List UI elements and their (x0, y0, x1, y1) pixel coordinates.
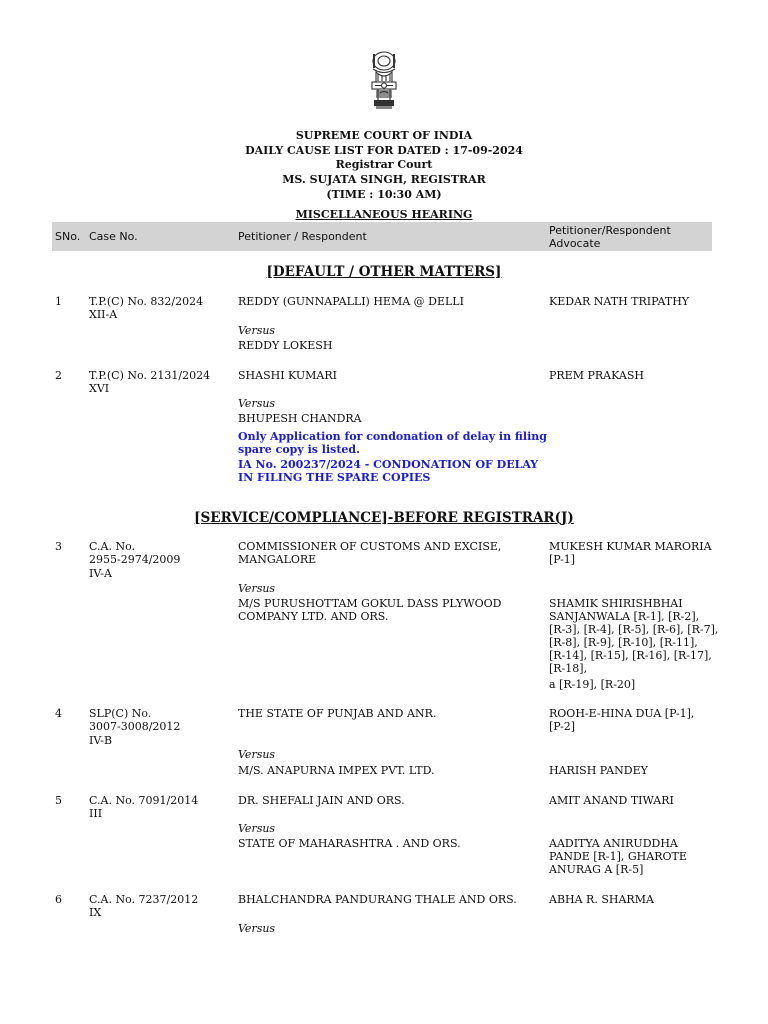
listing-note: Only Application for condonation of delay in filing (238, 430, 547, 443)
serial-number: 2 (55, 369, 62, 382)
petitioner-name: BHALCHANDRA PANDURANG THALE AND ORS. (238, 893, 517, 906)
case-number: T.P.(C) No. 2131/2024 (89, 369, 211, 382)
respondent-advocate: SANJANWALA [R-1], [R-2], (549, 610, 700, 623)
versus-label: Versus (238, 822, 276, 835)
petitioner-advocate: [P-1] (549, 553, 576, 566)
case-number: C.A. No. 7237/2012 (89, 893, 199, 906)
versus-label: Versus (238, 397, 276, 410)
section-heading: [DEFAULT / OTHER MATTERS] (266, 264, 502, 280)
respondent-name: COMPANY LTD. AND ORS. (238, 610, 389, 623)
case-item-number: IX (89, 906, 102, 919)
ia-note: IA No. 200237/2024 - CONDONATION OF DELAY (238, 458, 539, 471)
respondent-name: REDDY LOKESH (238, 339, 333, 352)
state-emblem-icon (364, 50, 404, 122)
petitioner-name: REDDY (GUNNAPALLI) HEMA @ DELLI (238, 295, 464, 308)
column-advocate-line2: Advocate (549, 237, 601, 250)
petitioner-advocate: KEDAR NATH TRIPATHY (549, 295, 690, 308)
respondent-advocate: [R-14], [R-15], [R-16], [R-17], (549, 649, 712, 662)
case-number: SLP(C) No. (89, 707, 152, 720)
listing-note: spare copy is listed. (238, 443, 360, 456)
petitioner-advocate: MUKESH KUMAR MARORIA (549, 540, 712, 553)
respondent-advocate: [R-3], [R-4], [R-5], [R-6], [R-7], (549, 623, 719, 636)
case-number: 3007-3008/2012 (89, 720, 181, 733)
column-case-no: Case No. (89, 230, 138, 243)
hearing-type: MISCELLANEOUS HEARING (295, 208, 473, 221)
petitioner-name: THE STATE OF PUNJAB AND ANR. (238, 707, 437, 720)
column-sno: SNo. (55, 230, 81, 243)
ia-note: IN FILING THE SPARE COPIES (238, 471, 431, 484)
case-number: T.P.(C) No. 832/2024 (89, 295, 204, 308)
versus-label: Versus (238, 324, 276, 337)
petitioner-name: COMMISSIONER OF CUSTOMS AND EXCISE, (238, 540, 502, 553)
respondent-name: M/S. ANAPURNA IMPEX PVT. LTD. (238, 764, 435, 777)
case-item-number: IV-B (89, 734, 113, 747)
petitioner-advocate: PREM PRAKASH (549, 369, 644, 382)
respondent-advocate: AADITYA ANIRUDDHA (549, 837, 678, 850)
petitioner-name: MANGALORE (238, 553, 317, 566)
case-item-number: IV-A (89, 567, 112, 580)
petitioner-advocate: AMIT ANAND TIWARI (549, 794, 674, 807)
respondent-advocate: SHAMIK SHIRISHBHAI (549, 597, 683, 610)
table-header (52, 222, 712, 251)
respondent-advocate: [R-8], [R-9], [R-10], [R-11], (549, 636, 698, 649)
case-number: C.A. No. (89, 540, 136, 553)
respondent-name: BHUPESH CHANDRA (238, 412, 362, 425)
petitioner-advocate: [P-2] (549, 720, 576, 733)
serial-number: 4 (55, 707, 62, 720)
respondent-advocate: a [R-19], [R-20] (549, 678, 636, 691)
case-number: 2955-2974/2009 (89, 553, 181, 566)
case-item-number: III (89, 807, 103, 820)
petitioner-advocate: ABHA R. SHARMA (549, 893, 654, 906)
serial-number: 6 (55, 893, 62, 906)
case-number: C.A. No. 7091/2014 (89, 794, 199, 807)
serial-number: 3 (55, 540, 62, 553)
case-item-number: XII-A (89, 308, 118, 321)
section-heading: [SERVICE/COMPLIANCE]-BEFORE REGISTRAR(J) (194, 510, 574, 526)
case-item-number: XVI (89, 382, 110, 395)
presiding-officer: MS. SUJATA SINGH, REGISTRAR (282, 173, 486, 186)
respondent-advocate: [R-18], (549, 662, 588, 675)
serial-number: 1 (55, 295, 62, 308)
petitioner-advocate: ROOH-E-HINA DUA [P-1], (549, 707, 695, 720)
column-parties: Petitioner / Respondent (238, 230, 367, 243)
respondent-advocate: ANURAG A [R-5] (549, 863, 644, 876)
petitioner-name: SHASHI KUMARI (238, 369, 337, 382)
petitioner-name: DR. SHEFALI JAIN AND ORS. (238, 794, 405, 807)
versus-label: Versus (238, 922, 276, 935)
column-advocate-line1: Petitioner/Respondent (549, 224, 671, 237)
serial-number: 5 (55, 794, 62, 807)
respondent-advocate: HARISH PANDEY (549, 764, 648, 777)
versus-label: Versus (238, 582, 276, 595)
court-name: SUPREME COURT OF INDIA (295, 129, 473, 142)
versus-label: Versus (238, 748, 276, 761)
hearing-time: (TIME : 10:30 AM) (326, 188, 442, 201)
respondent-name: M/S PURUSHOTTAM GOKUL DASS PLYWOOD (238, 597, 502, 610)
court-type: Registrar Court (335, 158, 433, 171)
respondent-advocate: PANDE [R-1], GHAROTE (549, 850, 687, 863)
cause-list-title: DAILY CAUSE LIST FOR DATED : 17-09-2024 (245, 144, 523, 157)
respondent-name: STATE OF MAHARASHTRA . AND ORS. (238, 837, 461, 850)
